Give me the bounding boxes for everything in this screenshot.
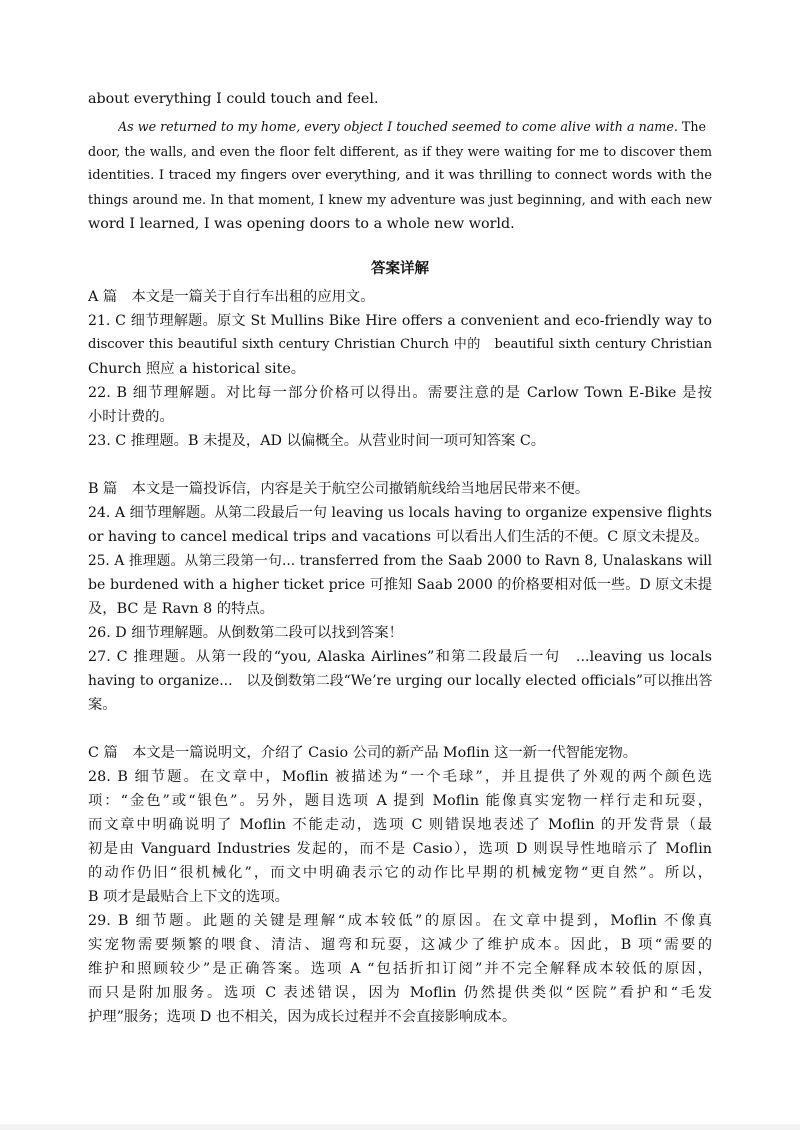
essay-line: door, the walls, and even the floor felt different, as if they were waiting for me to discover them (88, 144, 712, 159)
answer-line: having to organize... 以及倒数第二段“We’re urging our locally elected officials”可以推出答 (88, 673, 712, 689)
answer-line: 29. B 细节题。此题的关键是理解“成本较低”的原因。在文章中提到，Moflin 不像真 (88, 913, 712, 929)
essay-italic-sentence: As we returned to my home, every object I touched seemed to come alive with a name. (118, 119, 678, 134)
essay-line (118, 117, 712, 137)
essay-line-tail: The (677, 119, 707, 134)
essay-line: about everything I could touch and feel. (88, 91, 379, 107)
page-bottom-edge (0, 1124, 800, 1130)
answer-line: 及，BC 是 Ravn 8 的特点。 (88, 601, 274, 617)
answer-line: 21. C 细节理解题。原文 St Mullins Bike Hire offers a convenient and eco-friendly way to (88, 313, 712, 329)
answer-line: 项：“金色”或“银色”。另外，题目选项 A 提到 Moflin 能像真实宠物一样行走和玩耍， (88, 793, 712, 809)
answer-line: 24. A 细节理解题。从第二段最后一句 leaving us locals having to organize expensive flights (88, 505, 712, 521)
passage-c-summary: C 篇 本文是一篇说明文，介绍了 Casio 公司的新产品 Moflin 这一新一代智能宠物。 (88, 745, 638, 761)
answer-line: 26. D 细节理解题。从倒数第二段可以找到答案！ (88, 625, 403, 641)
answer-line: B 项才是最贴合上下文的选项。 (88, 889, 289, 905)
answer-line: 28. B 细节题。在文章中，Moflin 被描述为“一个毛球”，并且提供了外观的两个颜色选 (88, 769, 712, 785)
answer-line: 而只是附加服务。选项 C 表述错误，因为 Moflin 仍然提供类似“医院”看护和“毛发 (88, 985, 712, 1001)
answer-line: 23. C 推理题。B 未提及，AD 以偏概全。从营业时间一项可知答案 C。 (88, 433, 546, 449)
answer-line: 小时计费的。 (88, 409, 174, 425)
answer-line: 22. B 细节理解题。对比每一部分价格可以得出。需要注意的是 Carlow Town E-Bike 是按 (88, 385, 712, 401)
answer-line: 27. C 推理题。从第一段的“you, Alaska Airlines”和第二段最后一句 ...leaving us locals (88, 649, 712, 665)
answer-line: or having to cancel medical trips and vacations 可以看出人们生活的不便。C 原文未提及。 (88, 529, 709, 545)
answer-line: 25. A 推理题。从第三段第一句... transferred from the Saab 2000 to Ravn 8, Unalaskans will (88, 553, 712, 569)
answer-line: be burdened with a higher ticket price 可推知 Saab 2000 的价格要相对低一些。D 原文未提 (88, 577, 712, 593)
answer-line: 而文章中明确说明了 Moflin 不能走动，选项 C 则错误地表述了 Moflin 的开发背景（最 (88, 817, 712, 833)
answer-line: 初是由 Vanguard Industries 发起的，而不是 Casio），选项 D 则误导性地暗示了 Moflin (88, 841, 712, 857)
section-title: 答案详解 (371, 261, 429, 277)
answer-line: 护理”服务；选项 D 也不相关，因为成长过程并不会直接影响成本。 (88, 1009, 517, 1025)
passage-b-summary: B 篇 本文是一篇投诉信，内容是关于航空公司撤销航线给当地居民带来不便。 (88, 481, 590, 497)
answer-line: 的动作仍旧“很机械化”，而文中明确表示它的动作比早期的机械宠物“更自然”。所以， (88, 865, 712, 881)
passage-a-summary: A 篇 本文是一篇关于自行车出租的应用文。 (88, 289, 375, 305)
answer-line: 维护和照顾较少”是正确答案。选项 A “包括折扣订阅”并不完全解释成本较低的原因， (88, 961, 712, 977)
essay-line: word I learned, I was opening doors to a whole new world. (88, 216, 515, 232)
essay-line: things around me. In that moment, I knew my adventure was just beginning, and with each new (88, 192, 712, 207)
answer-line: Church 照应 a historical site。 (88, 361, 306, 377)
answer-line: 案。 (88, 697, 117, 713)
essay-line: identities. I traced my fingers over everything, and it was thrilling to connect words with the (88, 168, 712, 183)
answer-line: 实宠物需要频繁的喂食、清洁、遛弯和玩耍，这减少了维护成本。因此，B 项“需要的 (88, 937, 712, 953)
answer-line: discover this beautiful sixth century Christian Church 中的 beautiful sixth century Christian (88, 337, 712, 352)
